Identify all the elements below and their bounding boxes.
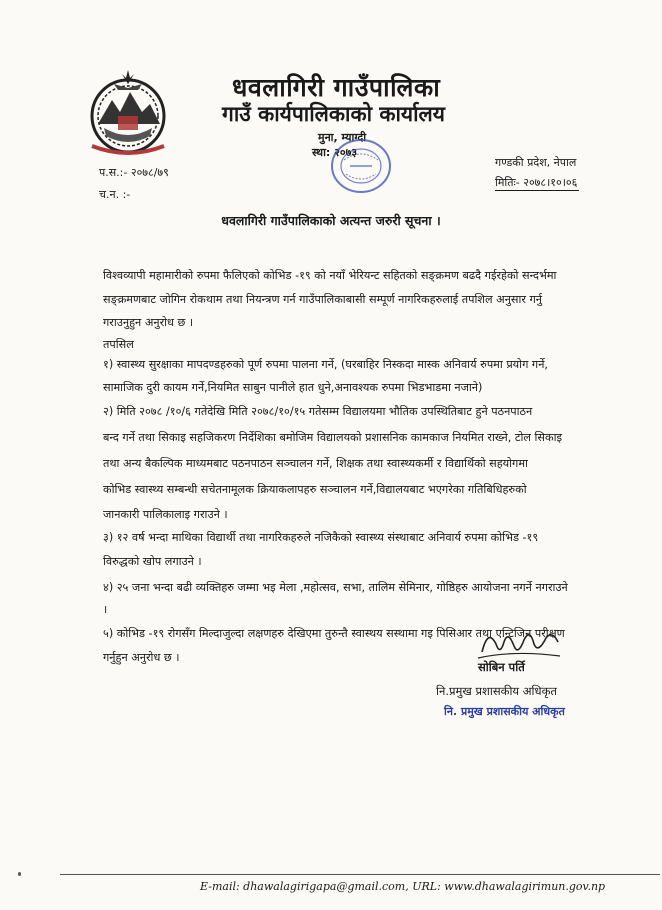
- list-item-4-line: ।: [103, 603, 108, 616]
- reference-number: प.स.:- २०७८/७९: [99, 166, 169, 179]
- letter-date: मितिः- २०७८।१०।०६: [495, 176, 578, 189]
- signatory-name: सोबिन पर्ति: [478, 660, 525, 674]
- list-item-3-line: ३) १२ वर्ष भन्दा माथिका विद्यार्थी तथा नागरिकहरुले नजिकैको स्वास्थ्य संस्थाबाट अनिवार्य रुपमा कोभिड -१९: [103, 531, 539, 544]
- footer-contact: E-mail: dhawalagirigapa@gmail.com, URL: www.dhawalagirimun.gov.np: [200, 880, 606, 893]
- organization-name: धवलागिरी गाउँपालिका: [232, 73, 441, 102]
- office-stamp-icon: [330, 138, 392, 194]
- list-item-2-line: बन्द गर्ने तथा सिकाइ सहजिकरण निर्देशिका बमोजिम विद्यालयको प्रशासनिक कामकाज नियमित राख्ने, टोल सिकाइ: [103, 431, 562, 444]
- list-item-2-line: जानकारी पालिकालाइ गराउने ।: [103, 508, 228, 521]
- list-heading: तपसिल: [103, 338, 134, 351]
- date-underline: [495, 190, 579, 191]
- intro-line: सङ्क्रमणबाट जोगिन रोकथाम तथा नियन्त्रण गर्न गाउँपालिकाबासी सम्पूर्ण नागरिकहरुलाई तपशिल अनुसार गर्नु: [103, 293, 543, 306]
- list-item-1-line: १) स्वास्थ्य सुरक्षाका मापदण्डहरुको पूर्ण रुपमा पालना गर्ने, (घरबाहिर निस्कदा मास्क अनिवार्य रुपमा प्रयोग गर्ने,: [103, 358, 548, 371]
- list-item-2-line: कोभिड स्वास्थ्य सम्बन्धी सचेतनामूलक क्रियाकलापहरु सञ्चालन गर्ने,विद्यालयबाट भएगरेका गतिबिधिहरुको: [103, 483, 527, 496]
- scan-speck: [18, 872, 21, 876]
- nepal-emblem-icon: [84, 66, 172, 160]
- notice-title: धवलागिरी गाउँपालिकाको अत्यन्त जरुरी सूचना ।: [221, 213, 441, 228]
- intro-line: विश्वव्यापी महामारीको रुपमा फैलिएको कोभिड -१९ को नयाँ भेरियन्ट सहितको सङ्क्रमण बढदै गईरहेको सन्दर्भमा: [103, 269, 557, 282]
- dispatch-number: च.न. :-: [99, 188, 131, 201]
- signatory-stamp-title: नि. प्रमुख प्रशासकीय अधिकृत: [444, 705, 565, 718]
- signatory-title: नि.प्रमुख प्रशासकीय अधिकृत: [436, 684, 557, 698]
- footer-divider: [60, 874, 660, 875]
- list-item-2-line: २) मिति २०७८ /१०/६ गतेदेखि मिति २०७८/१०/१५ गतेसम्म विद्यालयमा भौतिक उपस्थितिबाट हुने पठनपाठन: [103, 405, 533, 418]
- list-item-3-line: विरुद्धको खोप लगाउने ।: [103, 555, 202, 568]
- list-item-2-line: तथा अन्य बैकल्पिक माध्यमबाट पठनपाठन सञ्चालन गर्ने, शिक्षक तथा स्वास्थ्यकर्मी र विद्यार्थिको सहयोगमा: [103, 457, 528, 470]
- list-item-1-line: सामाजिक दुरी कायम गर्ने,नियमित साबुन पानीले हात धुने,अनावश्यक रुपमा भिडभाडमा नजाने): [103, 381, 483, 394]
- address-line2: स्था: २०७३: [312, 146, 358, 159]
- list-item-5-line: ५) कोभिड -१९ रोगसँग मिल्दाजुल्दा लक्षणहरु देखिएमा तुरुन्तै स्वास्थय सस्थामा गइ पिसिआर तथा एन्टिजिन परीक्षण: [103, 627, 565, 640]
- list-item-4-line: ४) २५ जना भन्दा बढी व्यक्तिहरु जम्मा भइ मेला ,महोत्सव, सभा, तालिम सेमिनार, गोष्ठिहरु आयोजना नगर्ने नगराउने: [103, 581, 568, 594]
- intro-line: गराउनुहुन अनुरोध छ ।: [103, 316, 194, 329]
- list-item-5-line: गर्नुहुन अनुरोध छ ।: [103, 651, 180, 664]
- province-label: गण्डकी प्रदेश, नेपाल: [495, 156, 577, 169]
- address-line1: मुना, म्याग्दी: [318, 131, 367, 144]
- office-name: गाउँ कार्यपालिकाको कार्यालय: [222, 102, 445, 126]
